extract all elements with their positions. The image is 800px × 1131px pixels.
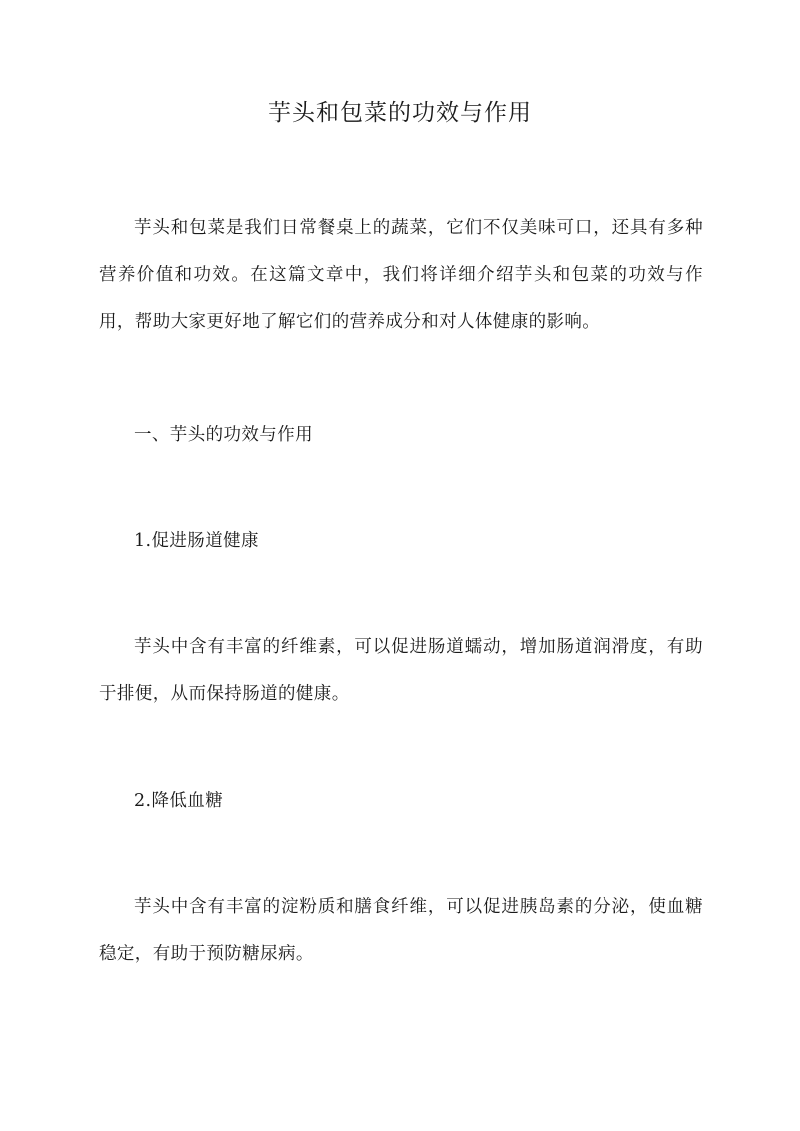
subheading-intestinal-health: 1.促进肠道健康 bbox=[134, 531, 259, 551]
intro-paragraph: 芋头和包菜是我们日常餐桌上的蔬菜，它们不仅美味可口，还具有多种营养价值和功效。在这篇文章中，我们将详细介绍芋头和包菜的功效与作用，帮助大家更好地了解它们的营养成分和对人体健康的影响。 bbox=[99, 218, 703, 332]
subheading-lower-blood-sugar: 2.降低血糖 bbox=[134, 791, 224, 811]
paragraph-intestinal-health: 芋头中含有丰富的纤维素，可以促进肠道蠕动，增加肠道润滑度，有助于排便，从而保持肠道的健康。 bbox=[99, 637, 703, 704]
section-heading-taro: 一、芋头的功效与作用 bbox=[134, 425, 313, 445]
paragraph-lower-blood-sugar: 芋头中含有丰富的淀粉质和膳食纤维，可以促进胰岛素的分泌，使血糖稳定，有助于预防糖尿病。 bbox=[99, 897, 703, 964]
document-title: 芋头和包菜的功效与作用 bbox=[268, 100, 532, 126]
